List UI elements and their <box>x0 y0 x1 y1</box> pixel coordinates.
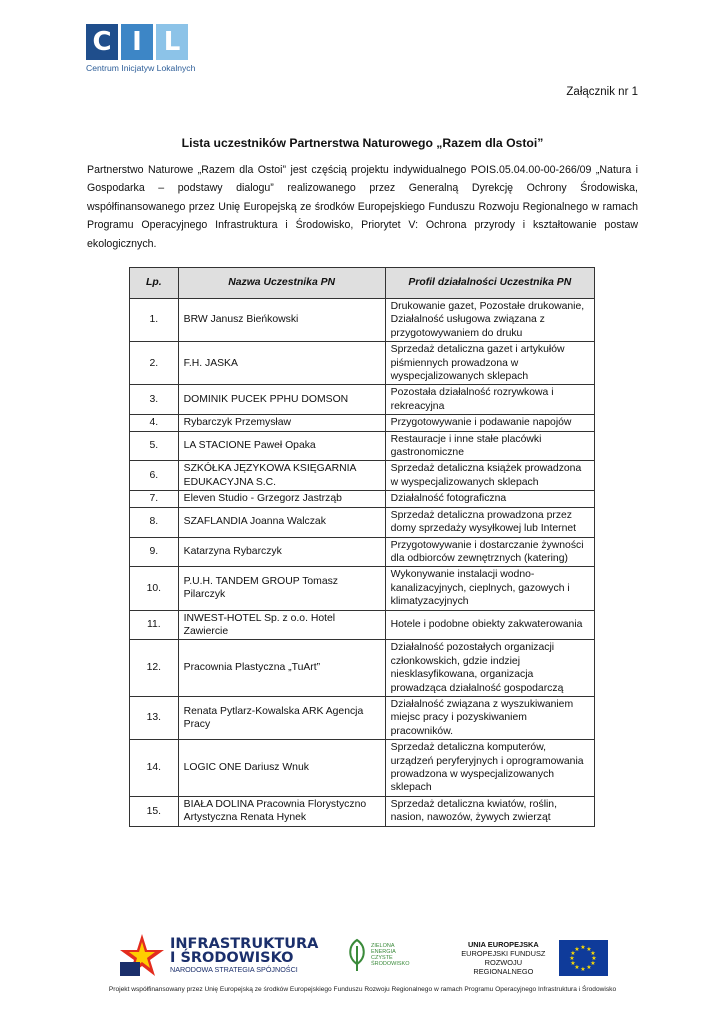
logo-caption: Centrum Inicjatyw Lokalnych <box>86 63 196 73</box>
eu-logo <box>458 940 608 976</box>
participant-name: BRW Janusz Bieńkowski <box>178 299 385 342</box>
header-profile: Profil działalności Uczestnika PN <box>385 268 594 299</box>
table-row <box>130 567 595 610</box>
eu-fund-line-2: ROZWOJU REGIONALNEGO <box>473 958 534 976</box>
activity-profile: Sprzedaż detaliczna książek prowadzona w wyspecjalizowanych sklepach <box>385 461 594 491</box>
row-number: 6. <box>130 461 179 491</box>
activity-profile: Drukowanie gazet, Pozostałe drukowanie, Działalność usługowa związana z przygotowywaniem do druku <box>385 299 594 342</box>
participant-name: BIAŁA DOLINA Pracownia Florystyczno Artystyczna Renata Hynek <box>178 796 385 826</box>
row-number: 1. <box>130 299 179 342</box>
activity-profile: Przygotowywanie i dostarczanie żywności dla odbiorców zewnętrznych (katering) <box>385 537 594 567</box>
svg-text:★: ★ <box>580 966 587 973</box>
row-number: 15. <box>130 796 179 826</box>
footer-logos <box>118 932 608 982</box>
table-row <box>130 610 595 640</box>
row-number: 11. <box>130 610 179 640</box>
svg-text:★: ★ <box>586 946 593 953</box>
activity-profile: Działalność związana z wyszukiwaniem miejsc pracy i pozyskiwaniem pracowników. <box>385 696 594 739</box>
cil-logo-letters <box>86 24 206 60</box>
svg-text:★: ★ <box>590 960 597 967</box>
row-number: 14. <box>130 740 179 797</box>
activity-profile: Sprzedaż detaliczna komputerów, urządzeń peryferyjnych i oprogramowania prowadzona w wyspecjalizowanych sklepach <box>385 740 594 797</box>
table-row <box>130 342 595 385</box>
svg-text:★: ★ <box>580 944 587 951</box>
leaf-icon <box>346 938 368 972</box>
participant-name: LA STACIONE Paweł Opaka <box>178 431 385 461</box>
table-row <box>130 507 595 537</box>
is-title-1: INFRASTRUKTURA <box>170 935 319 952</box>
svg-text:★: ★ <box>590 950 597 957</box>
activity-profile: Sprzedaż detaliczna prowadzona przez domy sprzedaży wysyłkowej lub Internet <box>385 507 594 537</box>
activity-profile: Pozostała działalność rozrywkowa i rekreacyjna <box>385 385 594 415</box>
participants-table <box>129 267 595 827</box>
eu-fund-line-1: EUROPEJSKI FUNDUSZ <box>461 949 546 958</box>
table-row <box>130 640 595 697</box>
logo-letter-c: C <box>86 24 118 60</box>
svg-text:★: ★ <box>586 964 593 971</box>
participant-name: Renata Pytlarz-Kowalska ARK Agencja Pracy <box>178 696 385 739</box>
row-number: 12. <box>130 640 179 697</box>
eu-flag-icon <box>559 940 608 976</box>
logo-letter-l: L <box>156 24 188 60</box>
header-lp: Lp. <box>130 268 179 299</box>
row-number: 9. <box>130 537 179 567</box>
table-row <box>130 385 595 415</box>
eu-title: UNIA EUROPEJSKA <box>467 940 539 949</box>
row-number: 8. <box>130 507 179 537</box>
participant-name: Eleven Studio - Grzegorz Jastrząb <box>178 491 385 507</box>
eco-text: ZIELONA ENERGIA CZYSTE ŚRODOWISKO <box>371 943 410 967</box>
table-row <box>130 299 595 342</box>
participant-name: INWEST-HOTEL Sp. z o.o. Hotel Zawiercie <box>178 610 385 640</box>
table-row <box>130 537 595 567</box>
table-row <box>130 431 595 461</box>
row-number: 10. <box>130 567 179 610</box>
participant-name: Pracownia Plastyczna „TuArt” <box>178 640 385 697</box>
footer-note: Projekt współfinansowany przez Unię Europejską ze środków Europejskiego Funduszu Rozwoju Regionalnego w ramach Programu Operacyjnego Infrastruktura i Środowisko <box>108 986 617 993</box>
row-number: 2. <box>130 342 179 385</box>
table-row <box>130 491 595 507</box>
svg-text:★: ★ <box>569 955 576 962</box>
infrastruktura-logo <box>118 932 318 978</box>
activity-profile: Przygotowywanie i podawanie napojów <box>385 415 594 431</box>
annex-label: Załącznik nr 1 <box>566 86 638 98</box>
participant-name: P.U.H. TANDEM GROUP Tomasz Pilarczyk <box>178 567 385 610</box>
participant-name: Katarzyna Rybarczyk <box>178 537 385 567</box>
row-number: 4. <box>130 415 179 431</box>
table-row <box>130 696 595 739</box>
activity-profile: Działalność fotograficzna <box>385 491 594 507</box>
is-title-2: I ŚRODOWISKO <box>170 949 294 966</box>
activity-profile: Sprzedaż detaliczna gazet i artykułów piśmiennych prowadzona w wyspecjalizowanych sklepach <box>385 342 594 385</box>
activity-profile: Wykonywanie instalacji wodno-kanalizacyjnych, cieplnych, gazowych i klimatyzacyjnych <box>385 567 594 610</box>
participant-name: DOMINIK PUCEK PPHU DOMSON <box>178 385 385 415</box>
table-row <box>130 740 595 797</box>
participant-name: SZKÓŁKA JĘZYKOWA KSIĘGARNIA EDUKACYJNA S.C. <box>178 461 385 491</box>
is-subtitle: NARODOWA STRATEGIA SPÓJNOŚCI <box>170 964 298 974</box>
cil-logo <box>86 24 206 80</box>
activity-profile: Restauracje i inne stałe placówki gastronomiczne <box>385 431 594 461</box>
document-title: Lista uczestników Partnerstwa Naturowego „Razem dla Ostoi” <box>181 136 544 150</box>
row-number: 13. <box>130 696 179 739</box>
eco-logo <box>346 938 410 972</box>
svg-text:★: ★ <box>591 955 598 962</box>
row-number: 5. <box>130 431 179 461</box>
logo-letter-i: I <box>121 24 153 60</box>
table-row <box>130 415 595 431</box>
activity-profile: Sprzedaż detaliczna kwiatów, roślin, nasion, nawozów, żywych zwierząt <box>385 796 594 826</box>
table-header-row <box>130 268 595 299</box>
participant-name: LOGIC ONE Dariusz Wnuk <box>178 740 385 797</box>
participant-name: Rybarczyk Przemysław <box>178 415 385 431</box>
svg-text:★: ★ <box>570 960 577 967</box>
svg-text:★: ★ <box>570 950 577 957</box>
participant-name: F.H. JASKA <box>178 342 385 385</box>
table-body <box>130 299 595 827</box>
svg-text:★: ★ <box>574 946 581 953</box>
participant-name: SZAFLANDIA Joanna Walczak <box>178 507 385 537</box>
table-row <box>130 796 595 826</box>
svg-text:★: ★ <box>574 964 581 971</box>
table-row <box>130 461 595 491</box>
intro-paragraph: Partnerstwo Naturowe „Razem dla Ostoi” jest częścią projektu indywidualnego POIS.05.04.00-00-266/09 „Natura i Gospodarka – podstawy dialogu” realizowanego przez Generalną Dyrekcję Ochrony Środowiska, współfinansowanego przez Unię Europejską ze środków Europejskiego Funduszu Rozwoju Regionalnego w ramach Programu Operacyjnego Infrastruktura i Środowisko, Priorytet V: Ochrona przyrody i kształtowanie postaw ekologicznych. <box>87 164 638 250</box>
star-icon <box>118 932 166 978</box>
activity-profile: Hotele i podobne obiekty zakwaterowania <box>385 610 594 640</box>
row-number: 3. <box>130 385 179 415</box>
row-number: 7. <box>130 491 179 507</box>
activity-profile: Działalność pozostałych organizacji członkowskich, gdzie indziej niesklasyfikowana, organizacja prowadząca działalność gospodarczą <box>385 640 594 697</box>
eu-stars-icon <box>563 943 603 973</box>
header-name: Nazwa Uczestnika PN <box>178 268 385 299</box>
